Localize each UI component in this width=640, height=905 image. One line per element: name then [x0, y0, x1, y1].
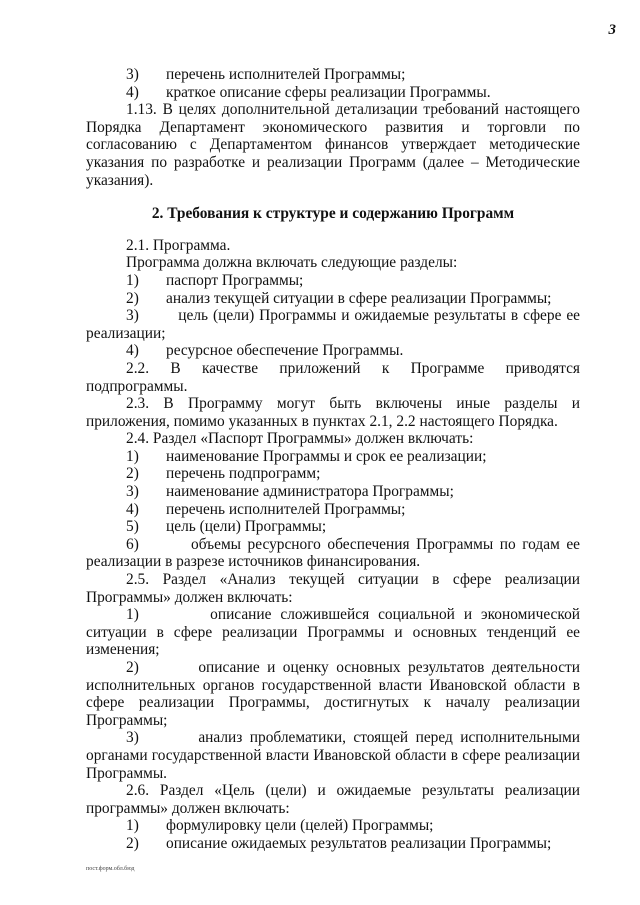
item-number: 2): [126, 834, 139, 852]
paragraph-2-1-intro: Программа должна включать следующие разделы:: [126, 254, 458, 272]
item-number: 2): [126, 659, 139, 676]
footer-code: пост.форм.обл.бюд: [86, 866, 135, 872]
paragraph-2-5: 2.5. Раздел «Анализ текущей ситуации в сфере реализации Программы» должен включать:: [86, 571, 580, 606]
section-heading: 2. Требования к структуре и содержанию Программ: [151, 205, 515, 223]
item-text: наименование Программы и срок ее реализации;: [166, 447, 487, 465]
item-text: объемы ресурсного обеспечения Программы по годам ее реализации в разрезе источников финансирования.: [86, 535, 580, 571]
item-text: формулировку цели (целей) Программы;: [166, 817, 434, 835]
list-item: [86, 817, 580, 835]
item-text: описание ожидаемых результатов реализации Программы;: [166, 834, 552, 852]
item-text: перечень исполнителей Программы;: [166, 66, 406, 83]
item-text: ресурсное обеспечение Программы.: [166, 342, 404, 360]
list-item: [86, 272, 580, 290]
item-text: перечень подпрограмм;: [166, 465, 321, 483]
list-item: [86, 483, 580, 501]
list-item: [86, 501, 580, 519]
list-item: [86, 84, 580, 102]
item-number: 1): [126, 271, 139, 289]
list-item-wrap: [86, 659, 580, 729]
item-text: описание сложившейся социальной и экономической ситуации в сфере реализации Программы и основных тенденций ее изменения;: [86, 606, 580, 659]
list-item: [86, 448, 580, 466]
list-item: [86, 465, 580, 483]
paragraph-2-6: 2.6. Раздел «Цель (цели) и ожидаемые результаты реализации программы» должен включать:: [86, 782, 580, 817]
item-number: 2): [126, 289, 139, 307]
item-text: краткое описание сферы реализации Программы.: [166, 83, 491, 101]
item-number: 3): [126, 729, 139, 747]
document-body: [86, 66, 580, 853]
list-item: [86, 290, 580, 308]
list-item: [86, 342, 580, 360]
paragraph-1-13: 1.13. В целях дополнительной детализации требований настоящего Порядка Департамент экономического развития и торговли по согласованию с Департаментом финансов утверждает методические указания по разработке и реализации Программ (далее – Методические указания).: [86, 101, 580, 189]
list-item-wrap: [86, 536, 580, 571]
item-number: 4): [126, 83, 139, 101]
item-number: 1): [126, 606, 139, 624]
list-item-wrap: [86, 729, 580, 782]
item-text: цель (цели) Программы и ожидаемые результаты в сфере ее реализации;: [86, 307, 581, 342]
paragraph-2-2: 2.2. В качестве приложений к Программе приводятся подпрограммы.: [86, 359, 580, 395]
item-number: 4): [126, 500, 139, 518]
item-number: 1): [126, 447, 139, 465]
item-text: перечень исполнителей Программы;: [166, 500, 406, 518]
paragraph-2-3: 2.3. В Программу могут быть включены иные разделы и приложения, помимо указанных в пунктах 2.1, 2.2 настоящего Порядка.: [86, 395, 580, 430]
item-number: 5): [126, 518, 139, 536]
list-item: [86, 66, 580, 84]
item-number: 6): [126, 535, 139, 553]
item-number: 3): [126, 307, 139, 325]
page-number: 3: [608, 22, 616, 38]
item-text: анализ текущей ситуации в сфере реализации Программы;: [166, 289, 552, 307]
list-item-wrap: [86, 307, 580, 342]
list-item: [86, 835, 580, 853]
item-number: 2): [126, 465, 139, 483]
item-number: 3): [126, 66, 139, 83]
item-number: 3): [126, 483, 139, 501]
item-text: описание и оценку основных результатов деятельности исполнительных органов государственной власти Ивановской области в сфере реализации Программы, достигнутых к началу реализации Программы;: [86, 659, 580, 729]
paragraph-2-1: 2.1. Программа.: [126, 236, 231, 254]
item-number: 1): [126, 817, 139, 835]
list-item: [86, 518, 580, 536]
item-text: цель (цели) Программы;: [166, 518, 327, 536]
list-item-wrap: [86, 606, 580, 659]
item-number: 4): [126, 342, 139, 360]
item-text: наименование администратора Программы;: [166, 483, 454, 501]
item-text: паспорт Программы;: [166, 271, 304, 289]
item-text: анализ проблематики, стоящей перед исполнительными органами государственной власти Ивановской области в сфере реализации Программы.: [86, 729, 580, 782]
paragraph-2-4: 2.4. Раздел «Паспорт Программы» должен включать:: [126, 430, 474, 448]
